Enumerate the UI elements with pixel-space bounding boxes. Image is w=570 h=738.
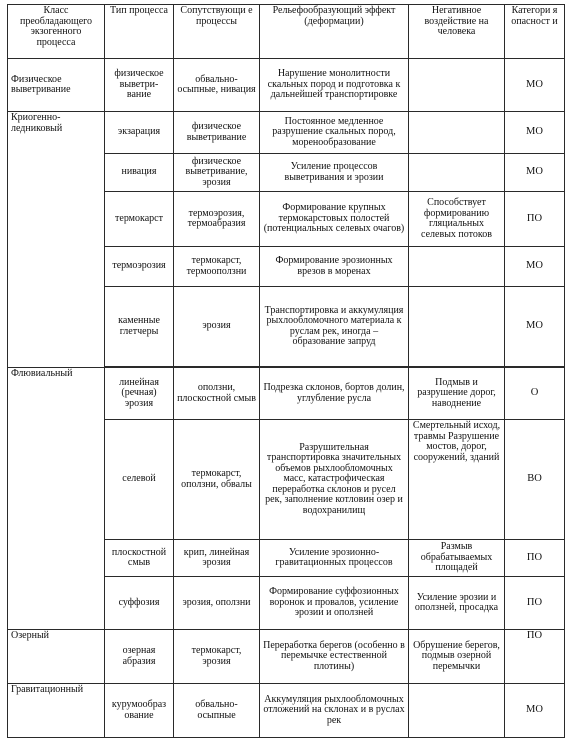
negative-cell: Способствует формированию гляциальных селевых потоков: [409, 192, 505, 247]
category-cell: МО: [505, 59, 565, 112]
related-cell: обвально-осыпные: [174, 684, 260, 738]
class-cell: Физическое выветривание: [8, 59, 105, 112]
category-cell: МО: [505, 112, 565, 154]
related-cell: термокарст, эрозия: [174, 630, 260, 684]
relief-cell: Постоянное медленное разрушение скальных пород, моренообразование: [260, 112, 409, 154]
type-cell: термокарст: [105, 192, 174, 247]
negative-cell: [409, 59, 505, 112]
relief-cell: Формирование эрозионных врезов в моренах: [260, 247, 409, 287]
negative-cell: Усиление эрозии и оползней, просадка: [409, 577, 505, 630]
category-cell: О: [505, 368, 565, 420]
class-cell: Озерный: [8, 630, 105, 684]
relief-cell: Нарушение монолитности скальных пород и подготовка к дальнейшей транспортировке: [260, 59, 409, 112]
header-related: Сопутствующи е процессы: [174, 5, 260, 59]
negative-cell: [409, 684, 505, 738]
negative-cell: [409, 154, 505, 192]
type-cell: термоэрозия: [105, 247, 174, 287]
type-cell: физическое выветри-вание: [105, 59, 174, 112]
related-cell: термокарст, термооползни: [174, 247, 260, 287]
type-cell: суффозия: [105, 577, 174, 630]
negative-cell: Смертельный исход, травмы Разрушение мостов, дорог, сооружений, зданий: [409, 420, 505, 540]
header-row: [8, 5, 565, 59]
relief-cell: Аккумуляция рыхлообломочных отложений на склонах и в руслах рек: [260, 684, 409, 738]
type-cell: курумообраз ование: [105, 684, 174, 738]
related-cell: термоэрозия, термоабразия: [174, 192, 260, 247]
relief-cell: Формирование крупных термокарстовых полостей (потенциальных селевых очагов): [260, 192, 409, 247]
header-class: Класс преобладающего экзогенного процесса: [8, 5, 105, 59]
related-cell: эрозия, оползни: [174, 577, 260, 630]
relief-cell: Подрезка склонов, бортов долин, углубление русла: [260, 368, 409, 420]
type-cell: нивация: [105, 154, 174, 192]
class-cell: Флювиальный: [8, 368, 105, 630]
related-cell: термокарст, оползни, обвалы: [174, 420, 260, 540]
header-type: Тип процесса: [105, 5, 174, 59]
negative-cell: [409, 287, 505, 367]
header-negative: Негативное воздействие на человека: [409, 5, 505, 59]
category-cell: ПО: [505, 630, 565, 684]
type-cell: каменные глетчеры: [105, 287, 174, 367]
type-cell: озерная абразия: [105, 630, 174, 684]
relief-cell: Переработка берегов (особенно в перемычке естественной плотины): [260, 630, 409, 684]
relief-cell: Разрушительная транспортировка значительных объемов рыхлообломочных масс, катастрофическая переработка склонов и русел рек, заполнение котловин озер и водохранилищ: [260, 420, 409, 540]
category-cell: ПО: [505, 192, 565, 247]
table-row: [8, 368, 565, 420]
relief-cell: Транспортировка и аккумуляция рыхлообломочного материала к руслам рек, иногда – образование запруд: [260, 287, 409, 367]
negative-cell: Подмыв и разрушение дорог, наводнение: [409, 368, 505, 420]
related-cell: физическое выветривание: [174, 112, 260, 154]
type-cell: селевой: [105, 420, 174, 540]
header-relief: Рельефообразующий эффект (деформации): [260, 5, 409, 59]
related-cell: физическое выветривание, эрозия: [174, 154, 260, 192]
type-cell: линейная (речная) эрозия: [105, 368, 174, 420]
class-cell: Криогенно-ледниковый: [8, 112, 105, 368]
category-cell: ПО: [505, 577, 565, 630]
class-cell: Гравитационный: [8, 684, 105, 738]
category-cell: ВО: [505, 420, 565, 540]
related-cell: обвально-осыпные, нивация: [174, 59, 260, 112]
type-cell: экзарация: [105, 112, 174, 154]
type-cell: плоскостной смыв: [105, 540, 174, 577]
negative-cell: [409, 247, 505, 287]
category-cell: МО: [505, 684, 565, 738]
relief-cell: Усиление эрозионно-гравитационных процессов: [260, 540, 409, 577]
table-row: [8, 684, 565, 738]
category-cell: МО: [505, 247, 565, 287]
category-cell: ПО: [505, 540, 565, 577]
related-cell: оползни, плоскостной смыв: [174, 368, 260, 420]
header-category: Категори я опасност и: [505, 5, 565, 59]
hazard-table: [7, 4, 565, 738]
table-row: [8, 630, 565, 684]
category-cell: МО: [505, 154, 565, 192]
negative-cell: [409, 112, 505, 154]
negative-cell: Размыв обрабатываемых площадей: [409, 540, 505, 577]
table-row: [8, 112, 565, 154]
relief-cell: Усиление процессов выветривания и эрозии: [260, 154, 409, 192]
related-cell: крип, линейная эрозия: [174, 540, 260, 577]
relief-cell: Формирование суффозионных воронок и провалов, усиление эрозии и оползней: [260, 577, 409, 630]
category-cell: МО: [505, 287, 565, 367]
related-cell: эрозия: [174, 287, 260, 367]
table-row: [8, 59, 565, 112]
negative-cell: Обрушение берегов, подмыв озерной перемычки: [409, 630, 505, 684]
